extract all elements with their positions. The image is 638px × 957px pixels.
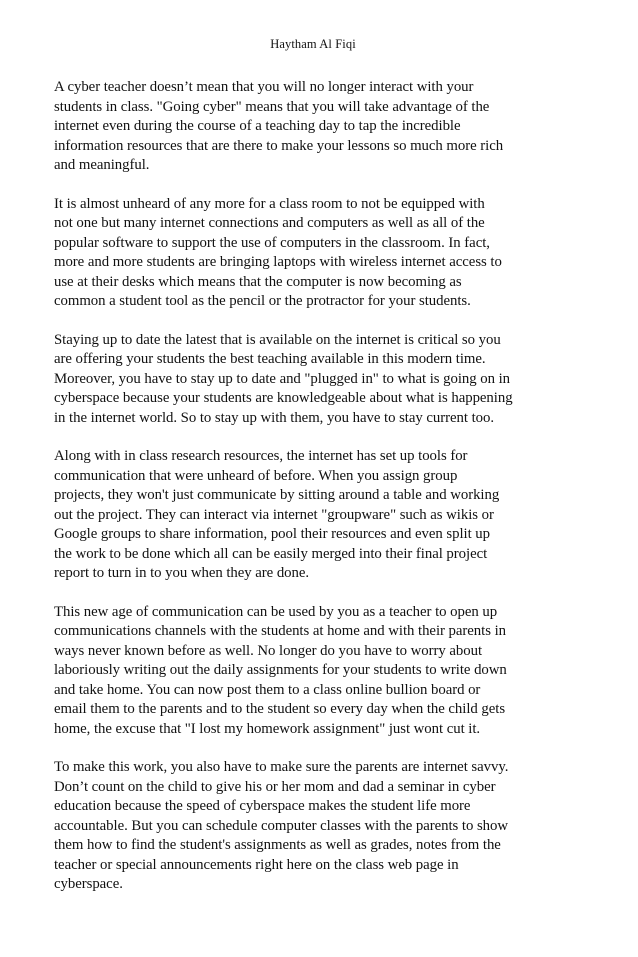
text-line: information resources that are there to make your lessons so much more rich — [54, 137, 504, 154]
paragraph-5 — [54, 603, 554, 740]
text-line: use at their desks which means that the computer is now becoming as — [54, 273, 462, 290]
paragraph-3 — [54, 331, 554, 429]
text-line: accountable. But you can schedule computer classes with the parents to show — [54, 817, 509, 834]
text-line: education because the speed of cyberspace makes the student life more — [54, 798, 471, 814]
text-line: the work to be done which all can be easily merged into their final project — [54, 545, 488, 562]
text-line: Don’t count on the child to give his or her mom and dad a seminar in cyber — [54, 778, 496, 795]
text-line: Moreover, you have to stay up to date and "plugged in" to what is going on in — [54, 370, 510, 387]
text-line: A cyber teacher doesn’t mean that you will no longer interact with your — [54, 79, 474, 95]
text-line: projects, they won't just communicate by sitting around a table and working — [54, 487, 500, 503]
text-line: Staying up to date the latest that is available on the internet is critical so you — [54, 331, 501, 348]
text-line: email them to the parents and to the student so every day when the child gets — [54, 701, 506, 717]
text-line: cyberspace because your students are knowledgeable about what is happening — [54, 390, 513, 406]
text-line: and take home. You can now post them to a class online bullion board or — [54, 681, 481, 698]
page-header — [0, 36, 638, 52]
text-line: and meaningful. — [54, 157, 150, 173]
text-line: Along with in class research resources, the internet has set up tools for — [54, 448, 468, 464]
paragraph-6 — [54, 758, 554, 895]
text-line: laboriously writing out the daily assignments for your students to write down — [54, 662, 507, 678]
text-line: in the internet world. So to stay up with them, you have to stay current too. — [54, 409, 494, 426]
text-line: not one but many internet connections and computers as well as all of the — [54, 215, 485, 231]
text-line: communication that were unheard of before. When you assign group — [54, 467, 458, 484]
document-body — [54, 78, 554, 914]
text-line: To make this work, you also have to make sure the parents are internet savvy. — [54, 759, 509, 775]
text-line: communications channels with the students at home and with their parents in — [54, 623, 506, 639]
paragraph-1 — [54, 78, 554, 176]
text-line: common a student tool as the pencil or the protractor for your students. — [54, 293, 471, 309]
text-line: internet even during the course of a teaching day to tap the incredible — [54, 118, 461, 134]
text-line: teacher or special announcements right here on the class web page in — [54, 856, 459, 873]
text-line: students in class. "Going cyber" means that you will take advantage of the — [54, 98, 490, 115]
text-line: are offering your students the best teaching available in this modern time. — [54, 351, 486, 367]
text-line: ways never known before as well. No longer do you have to worry about — [54, 642, 483, 659]
text-line: Google groups to share information, pool their resources and even split up — [54, 526, 490, 542]
author-name: Haytham Al Fiqi — [270, 37, 356, 51]
text-line: report to turn in to you when they are done. — [54, 565, 310, 581]
text-line: home, the excuse that "I lost my homework assignment" just wont cut it. — [54, 720, 481, 737]
text-line: It is almost unheard of any more for a class room to not be equipped with — [54, 195, 485, 212]
text-line: out the project. They can interact via internet "groupware" such as wikis or — [54, 506, 494, 523]
paragraph-2 — [54, 195, 554, 312]
text-line: them how to find the student's assignments as well as grades, notes from the — [54, 837, 501, 853]
text-line: popular software to support the use of computers in the classroom. In fact, — [54, 234, 490, 251]
text-line: This new age of communication can be used by you as a teacher to open up — [54, 603, 498, 620]
text-line: more and more students are bringing laptops with wireless internet access to — [54, 254, 502, 270]
paragraph-4 — [54, 447, 554, 584]
text-line: cyberspace. — [54, 876, 123, 892]
